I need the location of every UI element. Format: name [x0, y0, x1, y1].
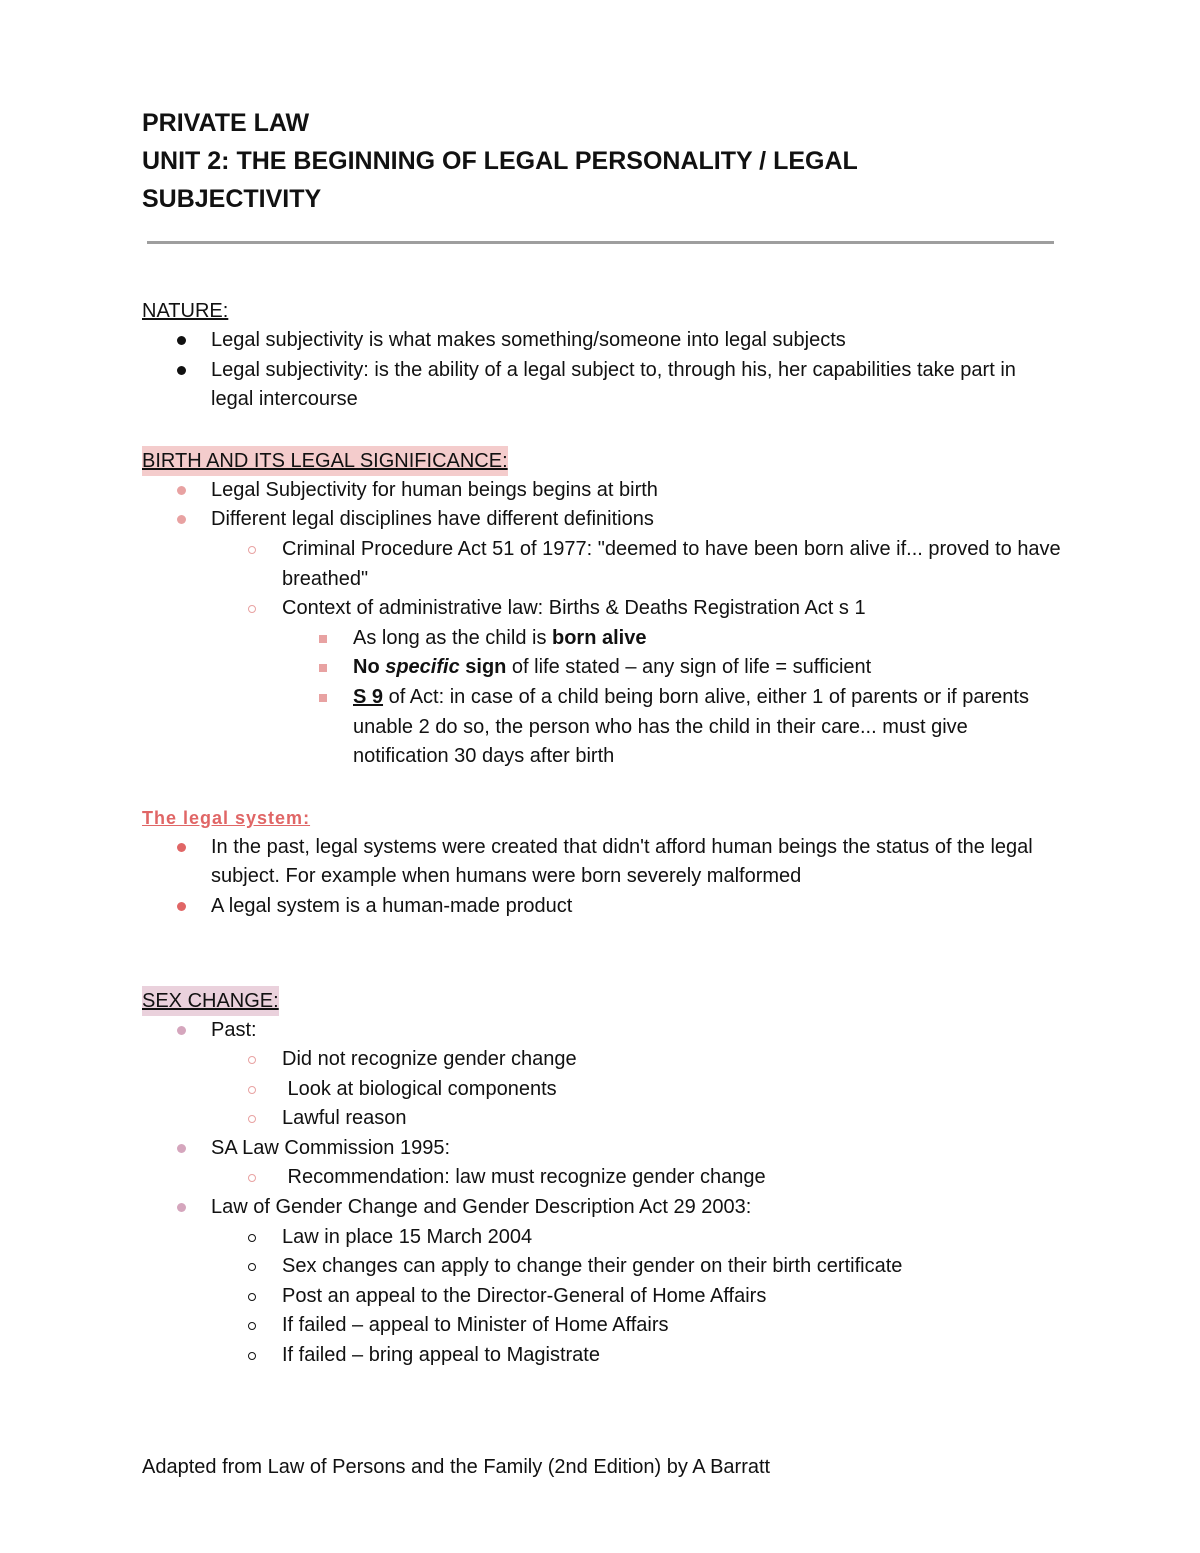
list-item-text: Legal subjectivity is what makes something/someone into legal subjects	[211, 329, 846, 351]
source-footer: Adapted from Law of Persons and the Family (2nd Edition) by A Barratt	[142, 1456, 771, 1478]
bullet-ring-icon	[248, 1174, 256, 1182]
list-item	[142, 535, 1062, 594]
notes-body	[142, 296, 1062, 1371]
bullet-ring-icon	[248, 1293, 256, 1301]
list-item	[142, 1282, 1062, 1312]
list-item-text: Sex changes can apply to change their gender on their birth certificate	[282, 1255, 903, 1278]
list-item-text: Legal Subjectivity for human beings begins at birth	[211, 478, 658, 501]
bullet-square-icon	[319, 694, 327, 702]
list-item	[142, 833, 1062, 892]
emphasis-text: S 9	[353, 685, 384, 708]
bullet-ring-icon	[248, 1322, 256, 1330]
section-heading-nature: NATURE:	[142, 300, 229, 322]
bullet-disc-icon	[177, 366, 186, 375]
nature-list	[142, 326, 1062, 415]
list-item	[142, 892, 1062, 922]
bullet-square-icon	[319, 635, 327, 643]
list-item	[142, 1075, 1062, 1105]
bullet-ring-icon	[248, 546, 256, 554]
emphasis-text: No	[353, 656, 386, 679]
birth-list	[142, 476, 1062, 535]
list-item-text: Post an appeal to the Director-General of Home Affairs	[282, 1284, 767, 1307]
list-item	[142, 505, 1062, 535]
list-item-text: If failed – bring appeal to Magistrate	[282, 1344, 600, 1367]
section-birth	[142, 446, 1062, 772]
list-item-text: A legal system is a human-made product	[211, 894, 573, 917]
list-item-text: Law in place 15 March 2004	[282, 1225, 533, 1248]
list-item-text: Different legal disciplines have different definitions	[211, 508, 654, 531]
list-item	[142, 1223, 1062, 1253]
section-legal-system	[142, 803, 1062, 922]
list-item-text: of Act: in case of a child being born alive, either 1 of parents or if parents unable 2 do so, the person who has the child in their care... must give notification 30 days after birth	[353, 685, 1029, 768]
list-item	[142, 1311, 1062, 1341]
list-item	[142, 1134, 1062, 1164]
list-item	[142, 1016, 1062, 1046]
list-item-text: Recommendation: law must recognize gender change	[282, 1166, 766, 1189]
sex-change-list	[142, 1134, 1062, 1164]
list-item-text: As long as the child is	[353, 626, 552, 649]
list-item	[142, 1252, 1062, 1282]
legal-system-list	[142, 833, 1062, 922]
section-nature	[142, 296, 1062, 415]
bullet-disc-icon	[177, 1026, 186, 1035]
bullet-ring-icon	[248, 1056, 256, 1064]
section-heading-birth: BIRTH AND ITS LEGAL SIGNIFICANCE:	[142, 446, 508, 476]
sex-change-list	[142, 1016, 1062, 1046]
list-item-text: Law of Gender Change and Gender Description Act 29 2003:	[211, 1196, 752, 1219]
list-item	[142, 1341, 1062, 1371]
list-item-text: Look at biological components	[282, 1077, 557, 1100]
list-item-text: Past:	[211, 1018, 257, 1041]
bullet-ring-icon	[248, 605, 256, 613]
list-item-text: Legal subjectivity: is the ability of a legal subject to, through his, her capabilities take part in legal intercourse	[211, 358, 1016, 411]
list-item	[142, 683, 1062, 772]
emphasis-text: born alive	[552, 626, 647, 649]
list-item	[142, 356, 1062, 415]
section-heading-sex-change: SEX CHANGE:	[142, 986, 279, 1016]
past-sublist	[142, 1045, 1062, 1134]
list-item	[142, 1193, 1062, 1223]
birth-sublist	[142, 535, 1062, 624]
bullet-ring-icon	[248, 1115, 256, 1123]
birth-subsublist	[142, 624, 1062, 772]
list-item	[142, 594, 1062, 624]
commission-sublist	[142, 1163, 1062, 1193]
list-item-text: If failed – appeal to Minister of Home Affairs	[282, 1314, 669, 1337]
bullet-disc-icon	[177, 1203, 186, 1212]
bullet-disc-icon	[177, 843, 186, 852]
bullet-ring-icon	[248, 1263, 256, 1271]
document-title	[142, 104, 1102, 218]
list-item-text: Did not recognize gender change	[282, 1048, 577, 1071]
list-item	[142, 326, 1062, 356]
list-item-text: of life stated – any sign of life = sufficient	[506, 656, 872, 679]
list-item-text: In the past, legal systems were created that didn't afford human beings the status of the legal subject. For example when humans were born severely malformed	[211, 835, 1033, 888]
list-item	[142, 1163, 1062, 1193]
list-item-text: SA Law Commission 1995:	[211, 1136, 451, 1159]
bullet-disc-icon	[177, 1144, 186, 1153]
bullet-disc-icon	[177, 486, 186, 495]
section-heading-legal-system: The legal system:	[142, 807, 311, 828]
section-sex-change	[142, 986, 1062, 1371]
title-line-2: UNIT 2: THE BEGINNING OF LEGAL PERSONALITY / LEGAL	[142, 147, 858, 175]
bullet-disc-icon	[177, 336, 186, 345]
list-item	[142, 1045, 1062, 1075]
sex-change-list	[142, 1193, 1062, 1223]
act-sublist	[142, 1223, 1062, 1371]
list-item-text: Lawful reason	[282, 1107, 407, 1130]
list-item-text: Context of administrative law: Births & Deaths Registration Act s 1	[282, 597, 866, 620]
title-line-3: SUBJECTIVITY	[142, 185, 322, 213]
bullet-square-icon	[319, 664, 327, 672]
list-item	[142, 1104, 1062, 1134]
bullet-ring-icon	[248, 1086, 256, 1094]
horizontal-divider	[147, 241, 1054, 244]
list-item	[142, 624, 1062, 654]
list-item-text: Criminal Procedure Act 51 of 1977: "deemed to have been born alive if... proved to have breathed"	[282, 537, 1061, 590]
title-line-1: PRIVATE LAW	[142, 109, 310, 137]
list-item	[142, 653, 1062, 683]
bullet-ring-icon	[248, 1352, 256, 1360]
bullet-disc-icon	[177, 515, 186, 524]
emphasis-text: specific	[385, 656, 460, 679]
list-item	[142, 476, 1062, 506]
bullet-disc-icon	[177, 902, 186, 911]
bullet-ring-icon	[248, 1234, 256, 1242]
emphasis-text: sign	[459, 656, 507, 679]
